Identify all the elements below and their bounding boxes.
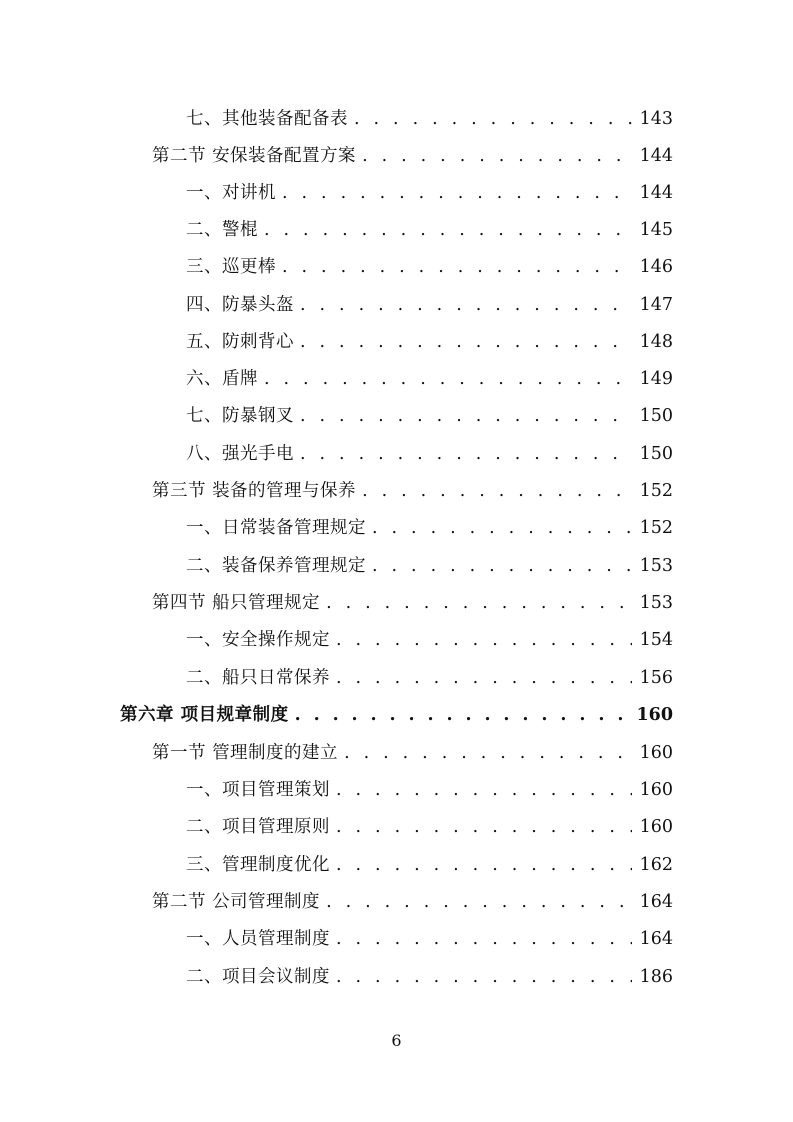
toc-entry[interactable]	[186, 852, 673, 878]
toc-entry-page: 143	[639, 109, 673, 129]
toc-entry-title: 七、其他装备配备表	[186, 109, 348, 129]
toc-entry[interactable]	[186, 106, 673, 132]
toc-entry[interactable]	[152, 889, 673, 915]
toc-entry-title: 一、日常装备管理规定	[186, 518, 366, 538]
toc-entry[interactable]	[186, 665, 673, 691]
toc-entry-page: 144	[639, 146, 673, 166]
toc-entry-title: 二、警棍	[186, 220, 258, 240]
toc-entry-title: 一、对讲机	[186, 183, 276, 203]
toc-entry-page: 152	[639, 481, 673, 501]
toc-entry-title: 二、船只日常保养	[186, 668, 330, 688]
toc-entry[interactable]	[186, 254, 673, 280]
toc-leader-dots	[326, 889, 632, 915]
toc-leader-dots	[344, 740, 632, 766]
toc-entry-title: 一、项目管理策划	[186, 780, 330, 800]
toc-entry-title: 第二节 公司管理制度	[152, 892, 321, 912]
toc-entry-page: 164	[639, 929, 673, 949]
toc-entry-title: 二、装备保养管理规定	[186, 556, 366, 576]
page-number: 6	[391, 1031, 402, 1050]
toc-entry[interactable]	[186, 515, 673, 541]
toc-entry-page: 154	[639, 630, 673, 650]
toc-leader-dots	[326, 590, 632, 616]
toc-chapter-entry[interactable]	[120, 702, 673, 728]
toc-entry[interactable]	[186, 217, 673, 243]
toc-entry[interactable]	[152, 478, 673, 504]
toc-entry[interactable]	[186, 180, 673, 206]
toc-leader-dots	[300, 403, 632, 429]
toc-entry-title: 一、安全操作规定	[186, 630, 330, 650]
toc-entry-page: 146	[639, 257, 673, 277]
toc-leader-dots	[354, 106, 632, 132]
toc-entry-title: 八、强光手电	[186, 444, 294, 464]
toc-entry-title: 五、防刺背心	[186, 332, 294, 352]
toc-entry-title: 七、防暴钢叉	[186, 406, 294, 426]
toc-leader-dots	[336, 814, 632, 840]
toc-entry-title: 第四节 船只管理规定	[152, 593, 321, 613]
toc-leader-dots	[336, 627, 632, 653]
toc-entry[interactable]	[186, 329, 673, 355]
toc-entry-page: 147	[639, 295, 673, 315]
toc-entry-page: 144	[639, 183, 673, 203]
toc-entry-page: 145	[639, 220, 673, 240]
toc-leader-dots	[336, 665, 632, 691]
toc-leader-dots	[362, 478, 632, 504]
toc-entry-page: 149	[639, 369, 673, 389]
toc-entry-page: 160	[639, 817, 673, 837]
toc-leader-dots	[372, 515, 632, 541]
toc-entry-page: 150	[639, 444, 673, 464]
toc-leader-dots	[336, 777, 632, 803]
toc-entry-title: 一、人员管理制度	[186, 929, 330, 949]
toc-entry-page: 162	[639, 855, 673, 875]
toc-leader-dots	[336, 852, 632, 878]
toc-leader-dots	[336, 964, 632, 990]
toc-entry-page: 160	[639, 743, 673, 763]
toc-entry-title: 第六章 项目规章制度	[120, 705, 289, 725]
toc-entry[interactable]	[152, 590, 673, 616]
toc-entry-title: 第三节 装备的管理与保养	[152, 481, 357, 501]
toc-entry-page: 153	[639, 593, 673, 613]
toc-entry[interactable]	[186, 964, 673, 990]
toc-entry[interactable]	[186, 627, 673, 653]
toc-leader-dots	[264, 366, 632, 392]
toc-entry-title: 三、巡更棒	[186, 257, 276, 277]
toc-leader-dots	[300, 441, 632, 467]
toc-entry-page: 156	[639, 668, 673, 688]
toc-entry-page: 152	[639, 518, 673, 538]
toc-entry-title: 三、管理制度优化	[186, 855, 330, 875]
toc-leader-dots	[295, 702, 629, 728]
toc-entry[interactable]	[186, 777, 673, 803]
toc-entry[interactable]	[186, 553, 673, 579]
toc-entry[interactable]	[186, 926, 673, 952]
toc-entry[interactable]	[186, 403, 673, 429]
toc-leader-dots	[372, 553, 632, 579]
toc-entry[interactable]	[186, 814, 673, 840]
toc-entry-page: 148	[639, 332, 673, 352]
toc-entry-page: 150	[639, 406, 673, 426]
toc-entry-title: 二、项目管理原则	[186, 817, 330, 837]
toc-leader-dots	[264, 217, 632, 243]
toc-entry-page: 186	[639, 967, 673, 987]
toc-entry[interactable]	[152, 740, 673, 766]
toc-entry-title: 四、防暴头盔	[186, 295, 294, 315]
toc-leader-dots	[300, 292, 632, 318]
toc-leader-dots	[336, 926, 632, 952]
toc-entry-page: 160	[636, 705, 673, 725]
toc-entry-page: 160	[639, 780, 673, 800]
toc-entry-title: 二、项目会议制度	[186, 967, 330, 987]
toc-leader-dots	[282, 254, 632, 280]
toc-leader-dots	[282, 180, 632, 206]
toc-entry[interactable]	[186, 292, 673, 318]
toc-entry-title: 六、盾牌	[186, 369, 258, 389]
toc-entry-title: 第二节 安保装备配置方案	[152, 146, 357, 166]
toc-entry[interactable]	[186, 441, 673, 467]
toc-entry[interactable]	[152, 143, 673, 169]
toc-entry[interactable]	[186, 366, 673, 392]
toc-entry-title: 第一节 管理制度的建立	[152, 743, 339, 763]
toc-entry-page: 164	[639, 892, 673, 912]
toc-leader-dots	[300, 329, 632, 355]
toc-leader-dots	[362, 143, 632, 169]
toc-entry-page: 153	[639, 556, 673, 576]
